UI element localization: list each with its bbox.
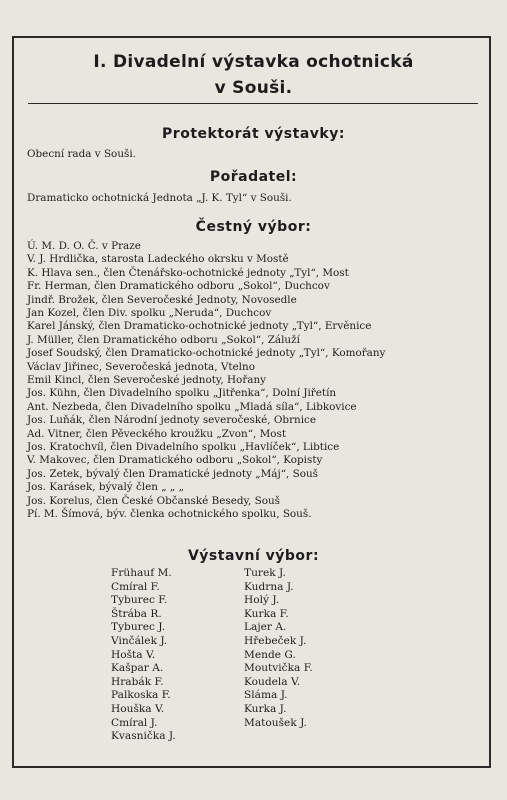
exhibition-member-left: Palkoska F. — [111, 689, 171, 702]
exhibition-member-left: Kašpar A. — [111, 662, 164, 675]
honorary-member: J. Müller, člen Dramatického odboru „Sokol“, Záluží — [27, 333, 300, 346]
honorary-member: Fr. Herman, člen Dramatického odboru „Sokol“, Duchcov — [27, 280, 330, 293]
honorary-member: Václav Jiřinec, Severočeská jednota, Vtelno — [27, 360, 255, 373]
exhibition-member-right: Kurka J. — [244, 703, 287, 715]
honorary-committee-heading: Čestný výbor: — [195, 219, 312, 235]
title-rule — [28, 103, 478, 104]
honorary-member: V. Makovec, člen Dramatického odboru „Sokol“, Kopisty — [27, 454, 323, 467]
exhibition-member-left: Vinčálek J. — [111, 635, 168, 647]
exhibition-member-left: Kvasnička J. — [111, 730, 176, 743]
honorary-member: Emil Kincl, člen Severočeské jednoty, Hořany — [27, 374, 267, 386]
exhibition-member-right: Kudrna J. — [244, 580, 294, 593]
honorary-member: Josef Soudský, člen Dramaticko-ochotnické jednoty „Tyl“, Komořany — [27, 347, 386, 360]
honorary-member: Jindř. Brožek, člen Severočeské Jednoty, Novosedle — [27, 293, 297, 306]
exhibition-member-left: Houška V. — [111, 703, 165, 715]
honorary-member: Jos. Korelus, člen České Občanské Besedy, Souš — [27, 494, 281, 507]
honorary-member: Karel Jánský, člen Dramaticko-ochotnické jednoty „Tyl“, Ervěnice — [27, 320, 372, 333]
exhibition-member-right: Sláma J. — [244, 689, 288, 702]
honorary-member: Ant. Nezbeda, člen Divadelního spolku „Mladá síla“, Libkovice — [27, 400, 357, 413]
honorary-member: Ad. Vitner, člen Pěveckého kroužku „Zvon“, Most — [27, 427, 287, 440]
exhibition-member-left: Hrabák F. — [111, 675, 164, 688]
exhibition-member-right: Matoušek J. — [244, 716, 307, 729]
honorary-member: Jan Kozel, člen Div. spolku „Neruda“, Duchcov — [27, 307, 272, 319]
organizer-text: Dramaticko ochotnická Jednota „J. K. Tyl“ v Souši. — [27, 192, 292, 204]
exhibition-member-right: Hřebeček J. — [244, 635, 307, 647]
exhibition-member-right: Koudela V. — [244, 675, 301, 688]
honorary-member: Jos. Zetek, bývalý člen Dramatické jednoty „Máj“, Souš — [27, 467, 319, 480]
exhibition-member-left: Štrába R. — [111, 607, 162, 620]
exhibition-member-left: Tyburec J. — [111, 621, 166, 634]
exhibition-member-left: Hošta V. — [111, 648, 156, 661]
honorary-member: Jos. Karásek, bývalý člen „ „ „ — [27, 481, 184, 494]
exhibition-member-left: Cmíral J. — [111, 716, 158, 729]
honorary-member: Jos. Kratochvíl, člen Divadelního spolku „Havlíček“, Libtice — [27, 441, 340, 453]
honorary-member: K. Hlava sen., člen Čtenářsko-ochotnické jednoty „Tyl“, Most — [27, 266, 349, 279]
exhibition-member-right: Kurka F. — [244, 607, 289, 620]
exhibition-member-right: Lajer A. — [244, 621, 287, 634]
honorary-member: Jos. Luňák, člen Národní jednoty severočeské, Obrnice — [27, 414, 317, 427]
exhibition-committee-heading: Výstavní výbor: — [187, 548, 320, 564]
page-title: I. Divadelní výstavka ochotnická — [93, 52, 414, 72]
exhibition-member-left: Cmíral F. — [111, 580, 160, 593]
protectorate-heading: Protektorát výstavky: — [162, 126, 345, 142]
exhibition-member-right: Turek J. — [244, 567, 286, 579]
exhibition-member-left: Tyburec F. — [111, 594, 168, 607]
exhibition-member-right: Mende G. — [244, 648, 296, 661]
protectorate-text: Obecní rada v Souši. — [27, 148, 136, 160]
honorary-member: Pí. M. Šímová, býv. členka ochotnického spolku, Souš. — [27, 508, 312, 520]
page-title-line-2: v Souši. — [214, 78, 293, 98]
honorary-member: V. J. Hrdlička, starosta Ladeckého okrsku v Mostě — [27, 253, 289, 266]
honorary-member: Ú. M. D. O. Č. v Praze — [27, 240, 141, 252]
honorary-member: Jos. Kühn, člen Divadelního spolku „Jitřenka“, Dolní Jiřetín — [27, 387, 337, 400]
exhibition-member-right: Moutvička F. — [244, 662, 313, 675]
organizer-heading: Pořadatel: — [209, 169, 298, 185]
exhibition-member-right: Holý J. — [244, 594, 280, 607]
exhibition-member-left: Frühauf M. — [111, 567, 172, 579]
